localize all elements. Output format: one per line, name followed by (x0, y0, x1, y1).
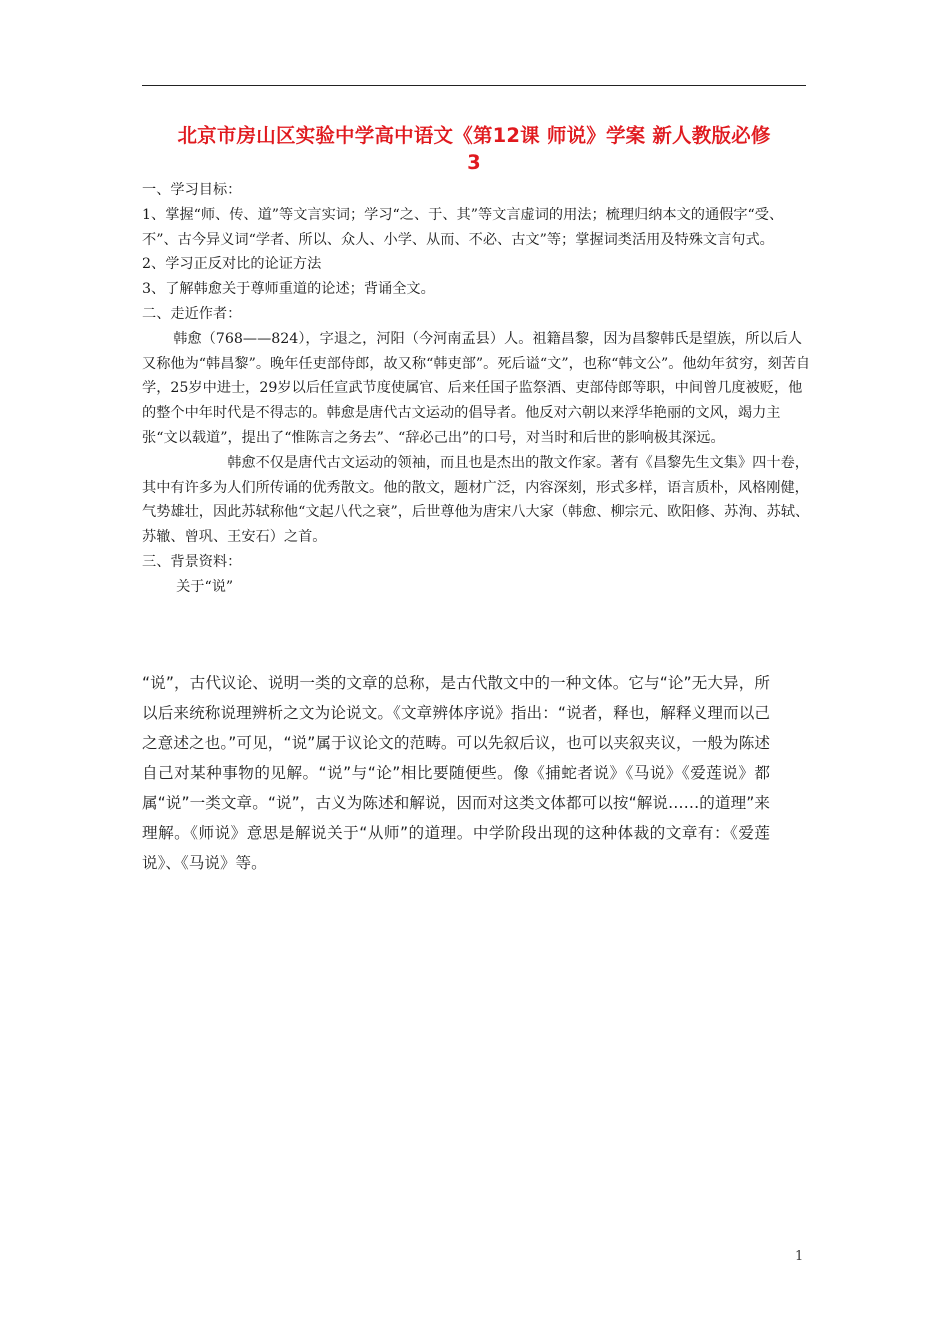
document-body (142, 178, 812, 600)
section-heading-background: 三、背景资料： (142, 553, 242, 570)
document-title (142, 122, 806, 176)
author-paragraph-2: 韩愈不仅是唐代古文运动的领袖，而且也是杰出的散文作家。著有《昌黎先生文集》四十卷，其中有许多为人们所传诵的优秀散文。他的散文，题材广泛，内容深刻，形式多样，语言质朴，风格刚健，气势雄壮，因此苏轼称他“文起八代之衰”，后世尊他为唐宋八大家（韩愈、柳宗元、欧阳修、苏洵、苏轼、苏辙、曾巩、王安石）之首。 (142, 454, 810, 546)
background-subheading: 关于“说” (176, 578, 234, 595)
author-paragraph-1: 韩愈（768——824），字退之，河阳（今河南孟县）人。祖籍昌黎，因为昌黎韩氏是望族，所以后人又称他为“韩昌黎”。晚年任吏部侍郎，故又称“韩吏部”。死后谥“文”，也称“韩文公”。他幼年贫穷，刻苦自学，25岁中进士，29岁以后任宣武节度使属官、后来任国子监祭酒、吏部侍郎等职，中间曾几度被贬，他的整个中年时代是不得志的。韩愈是唐代古文运动的倡导者。他反对六朝以来浮华艳丽的文风，竭力主张“文以载道”，提出了“惟陈言之务去”、“辞必己出”的口号，对当时和后世的影响极其深远。 (142, 330, 811, 446)
section-heading-author: 二、走近作者： (142, 305, 242, 322)
goal-item-1: 1、掌握“师、传、道”等文言实词；学习“之、于、其”等文言虚词的用法；梳理归纳本文的通假字“受、不”、古今异义词“学者、所以、众人、小学、从而、不必、古文”等；掌握词类活用及特殊文言句式。 (142, 206, 784, 248)
title-line-1: 北京市房山区实验中学高中语文《第12课 师说》学案 新人教版必修 (177, 124, 771, 147)
shuo-explanation-block (142, 668, 770, 878)
header-rule (142, 85, 806, 86)
page-number: 1 (795, 1249, 804, 1264)
shuo-paragraph: “说”，古代议论、说明一类的文章的总称，是古代散文中的一种文体。它与“论”无大异，所以后来统称说理辨析之文为论说文。《文章辨体序说》指出：“说者，释也，解释义理而以己之意述之也。”可见，“说”属于议论文的范畴。可以先叙后议，也可以夹叙夹议，一般为陈述自己对某种事物的见解。“说”与“论”相比要随便些。像《捕蛇者说》《马说》《爱莲说》都属“说”一类文章。“说”，古义为陈述和解说，因而对这类文体都可以按“解说……的道理”来理解。《师说》意思是解说关于“从师”的道理。中学阶段出现的这种体裁的文章有：《爱莲说》、《马说》等。 (142, 674, 770, 872)
goal-item-3: 3、了解韩愈关于尊师重道的论述；背诵全文。 (142, 281, 435, 298)
section-heading-goals: 一、学习目标： (142, 182, 242, 198)
goal-item-2: 2、学习正反对比的论证方法 (142, 256, 322, 273)
title-line-2: 3 (467, 151, 481, 174)
